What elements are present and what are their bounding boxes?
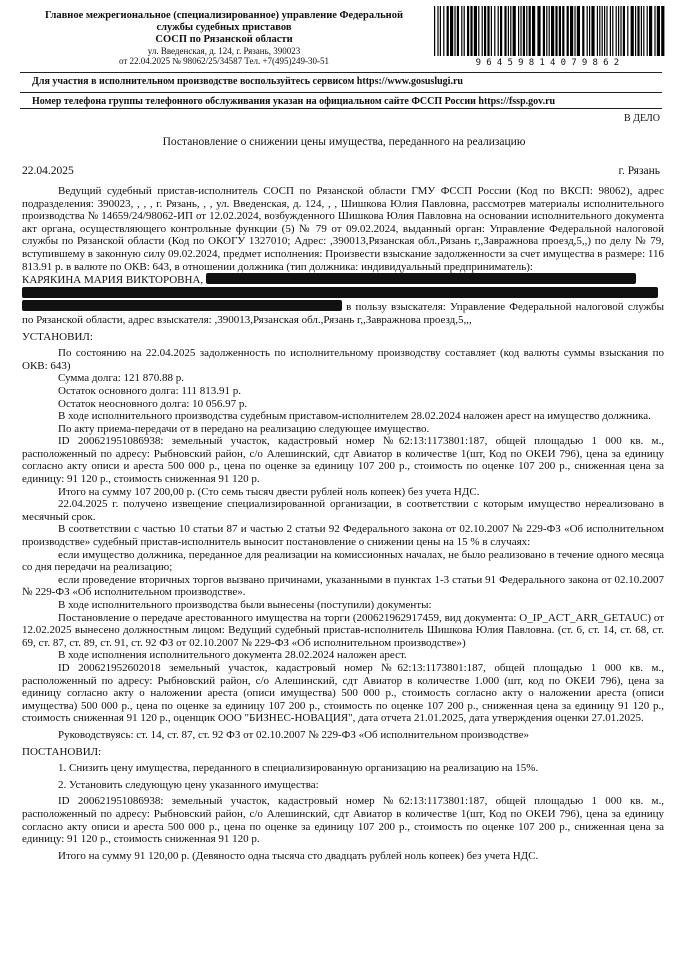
section-postanovil: ПОСТАНОВИЛ: [22,745,102,758]
issuer-address: ул. Введенская, д. 124, г. Рязань, 390023 [147,46,301,56]
redaction-bar [206,273,636,284]
case-two: если проведение вторичных торгов вызвано причинами, указанными в пунктах 1-3 статьи 91 Федерального закона от 02.10.2007 № 229-ФЗ «Об исполнительном производстве». [22,573,664,599]
guided-by: Руководствуясь: ст. 14, ст. 87, ст. 92 ФЗ от 02.10.2007 № 229-ФЗ «Об исполнительном производстве» [58,728,529,741]
debt-status: По состоянию на 22.04.2025 задолженность по исполнительному производству составляет (код валюты суммы взыскания по ОКВ: 643) [22,347,664,372]
issuer-org-line1: Главное межрегиональное (специализированное) управление Федеральной [44,10,404,21]
transfer-note: По акту приема-передачи от в передано на реализацию следующее имущество. [58,422,430,435]
total-initial: Итого на сумму 107 200,00 р. (Сто семь тысяч двести рублей ноль копеек) без учета НДС. [58,485,480,498]
main-debt-remainder: Остаток основного долга: 111 813.91 р. [58,384,242,397]
issuer-reference: от 22.04.2025 № 98062/25/34587 Тел. +7(495)249-30-51 [118,56,330,66]
resolution-total: Итого на сумму 91 120,00 р. (Девяносто одна тысяча сто двадцать рублей ноль копеек) без учета НДС. [58,849,539,862]
auction-transfer-doc: Постановление о передаче арестованного имущества на торги (200621962917459, вид документа: O_IP_ACT_ARR_GETAUC) от 12.02.2025 вынесено должностным лицом: Ведущий судебный пристав-исполнитель Шишкова Юлия Павловна. (ст. 6, ст. 14, ст. 68, ст. 69, ст. 87, ст. 89, ст. 91, ст. 92 ФЗ от 02.10.2007 № 229-ФЗ «Об исполнительном производстве») [22,611,664,649]
arrest-note: В ходе исполнительного производства судебным приставом-исполнителем 28.02.2024 наложен арест на имущество должника. [58,410,651,423]
divider [20,92,662,93]
notice-received: 22.04.2025 г. получено извещение специализированной организации, в соответствии с которым имущество нереализовано в месячный срок. [22,498,664,523]
redaction-bar [22,287,658,298]
resolution-2: 2. Установить следующую цену указанного имущества: [58,778,319,791]
debtor-name: КАРЯКИНА МАРИЯ ВИКТОРОВНА, [22,274,204,287]
divider [20,72,662,73]
document-date: 22.04.2025 [22,165,74,177]
creditor-paragraph [22,300,664,326]
issuer-org-line3: СОСП по Рязанской области [155,34,293,45]
barcode-number: 96459814079862 [475,58,625,68]
debt-amount: Сумма долга: 121 870.88 р. [58,372,185,385]
issuer-header [20,10,428,66]
arrest-during-execution: В ходе исполнения исполнительного документа 28.02.2024 наложен арест. [58,649,407,662]
debtor-line [22,273,664,287]
documents-issued: В ходе исполнительного производства были вынесены (поступили) документы: [58,599,432,611]
document-body [22,185,664,862]
creditor-text: в пользу взыскателя: Управление Федеральной налоговой службы по Рязанской области, адрес взыскателя: ,390013,Рязанская обл.,Рязань г,,Завражнова проезд,5,,, [22,301,664,326]
section-ustanovil: УСТАНОВИЛ: [22,330,93,343]
barcode [432,6,668,60]
redacted-line [22,287,664,301]
document-title: Постановление о снижении цены имущества, переданного на реализацию [162,136,526,148]
secondary-debt-remainder: Остаток неосновного долга: 10 056.97 р. [58,397,248,410]
gosuslugi-note: Для участия в исполнительном производстве воспользуйтесь сервисом https://www.gosuslugi.ru [32,76,463,87]
issuer-org-line2: службы судебных приставов [156,22,292,33]
redaction-bar [22,300,342,311]
legal-basis: В соответствии с частью 10 статьи 87 и частью 2 статьи 92 Федерального закона от 02.10.2007 № 229-ФЗ «Об исполнительном производстве» судебный пристав-исполнитель выносит постановление о снижении цены на 15 % в случаях: [22,523,664,549]
v-delo-mark: В ДЕЛО [624,113,660,124]
property-item-arrested: ID 200621952602018 земельный участок, кадастровый номер №62:13:1173801:187, общей площадью 1 000 кв. м., расположенный по адресу: Рыбновский район, с/о Алешинский, сдт Авиатор в количестве 1.000 (шт, код по ОКЕИ 796), цена за единицу согласно акту о наложении ареста (описи имущества) 500 000 р., стоимость согласно акту о наложении ареста (описи имущества) 500 000 р., цена по оценке за единицу 107 200 р., стоимость по оценке 107 200 р., сниженная цена за единицу 91 120 р., стоимость сниженная 91 120 р., оценщик ООО "БИЗНЕС-НОВАЦИЯ", дата отчета 21.01.2025, дата утверждения оценки 27.01.2025. [22,661,664,725]
phone-note: Номер телефона группы телефонного обслуживания указан на официальном сайте ФССП России https://fssp.gov.ru [32,96,556,107]
resolution-property: ID 200621951086938: земельный участок, кадастровый номер №62:13:1173801:187, общей площадью 1 000 кв. м., расположенный по адресу: Рыбновский район, с/о Алешинский, сдт Авиатор в количестве 1(шт, Код по ОКЕИ 796), цена за единицу согласно акту описи и ареста 500 000 р., цена по оценке за единицу 107 200 р., стоимость по оценке 107 200 р., сниженная цена за единицу: 91 120 р., стоимость сниженная 91 120 р. [22,795,664,846]
case-one: если имущество должника, переданное для реализации на комиссионных началах, не было реализовано в течение одного месяца со дня передачи на реализацию; [22,548,664,574]
intro-paragraph: Ведущий судебный пристав-исполнитель СОСП по Рязанской области ГМУ ФССП России (Код по ВКСП: 98062), адрес подразделения: 390023, , , , г. Рязань, , , ул. Введенская, д. 124, , , Шишкова Юлия Павловна, рассмотрев материалы исполнительного производства № 14659/24/98062-ИП от 12.02.2024, возбужденного Шишкова Юлия Павловна на основании исполнительного документа акт органа, осуществляющего контрольные функции (5) № 79 от 09.02.2024, выданный орган: Управление Федеральной налоговой службы по Рязанской области (Код по ОКОГУ 1327010; Адрес: ,390013,Рязанская обл.,Рязань г,,Завражнова проезд,5,,) по делу № 79, вступившему в законную силу 09.02.2024, предмет исполнения: Произвести взыскание задолженности за счет имущества в размере: 116 813.91 р. в валюте по ОКВ: 643, в отношении должника (тип должника: индивидуальный предприниматель): [22,185,664,273]
resolution-1: 1. Снизить цену имущества, переданного в специализированную организацию на реализацию на 15%. [58,762,539,775]
divider [20,108,662,109]
document-city: г. Рязань [618,165,660,177]
property-item: ID 200621951086938: земельный участок, кадастровый номер №62:13:1173801:187, общей площадью 1 000 кв. м., расположенный по адресу: Рыбновский район, с/о Алешинский, сдт Авиатор в количестве 1(шт, Код по ОКЕИ 796), цена за единицу согласно акту описи и ареста 500 000 р., цена по оценке за единицу 107 200 р., стоимость по оценке 107 200 р., сниженная цена за единицу: 91 120 р., стоимость сниженная 91 120 р. [22,435,664,486]
